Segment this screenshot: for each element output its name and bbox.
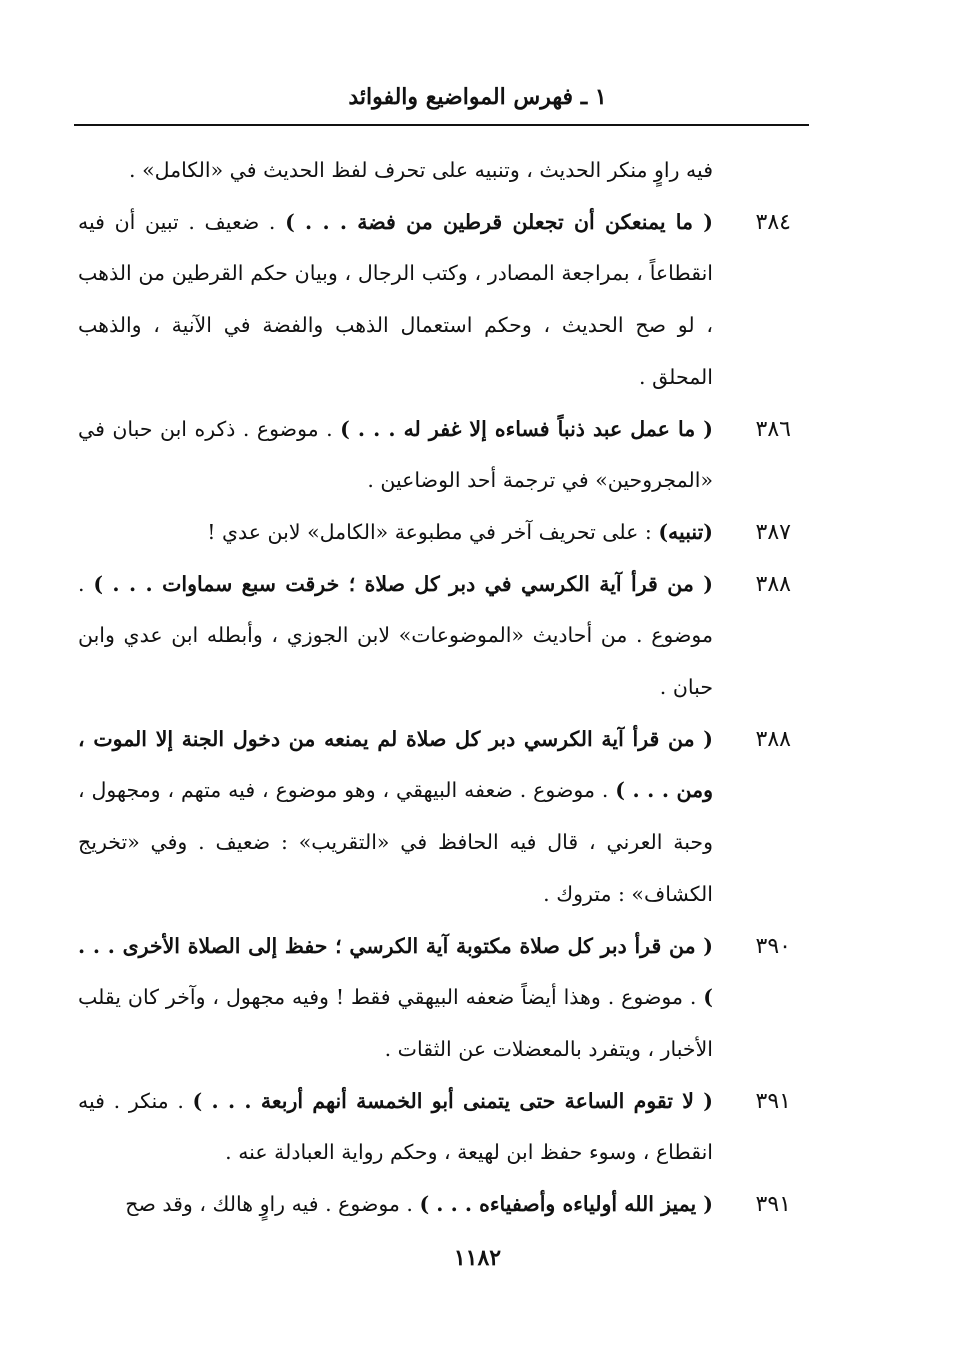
entry-title: ( من قرأ آية الكرسي دبر كل صلاة لم يمنعه من دخول الجنة إلا الموت ، ومن . . . ) (78, 726, 713, 803)
entry-text: . موضوع . ضعفه البيهقي ، وهو موضوع ، فيه متهم ، ومجهول ، وحبة العرني ، قال فيه الحافظ في «التقريب» : ضعيف . وفي «تخريج الكشاف» : متروك . (78, 778, 713, 906)
index-entry (78, 145, 803, 197)
entry-number: ٣٨٧ (755, 519, 791, 545)
entry-number: ٣٨٨ (755, 726, 791, 752)
header-divider (74, 124, 809, 126)
page-number: ١١٨٢ (453, 1245, 502, 1271)
index-entry (78, 559, 803, 714)
entry-text: . موضوع . فيه راوٍ هالك ، وقد صح (125, 1192, 420, 1217)
entry-title: ( لا تقوم الساعة حتى يتمنى أبو الخمسة أنهم أربعة . . . ) (192, 1088, 713, 1113)
entry-title: ( من قرأ آية الكرسي في دبر كل صلاة ؛ خرقت سبع سماوات . . . ) (93, 571, 713, 596)
index-entry (78, 714, 803, 921)
entry-text: . ضعيف . تبين أن فيه انقطاعاً ، بمراجعة المصادر ، وكتب الرجال ، وبيان حكم القرطين من الذهب ، لو صح الحديث ، وحكم استعمال الذهب والفضة في الآنية ، والذهب المحلق . (78, 209, 713, 389)
index-entry (78, 404, 803, 507)
entry-number: ٣٨٤ (755, 209, 791, 235)
entry-number: ٣٩١ (755, 1192, 791, 1218)
index-entry (78, 507, 803, 559)
entry-number: ٣٩١ (755, 1088, 791, 1114)
entry-text: : على تحريف آخر في مطبوعة «الكامل» لابن عدي ! (207, 519, 659, 544)
entry-number: ٣٨٨ (755, 571, 791, 597)
entry-title: ( يميز الله أولياءه وأصفياءه . . . ) (419, 1192, 713, 1217)
entry-number: ٣٩٠ (755, 933, 791, 959)
index-entry (78, 921, 803, 1076)
entry-title: ( من قرأ دبر كل صلاة مكتوبة آية الكرسي ؛ حفظ إلى الصلاة الأخرى . . . ) (78, 933, 713, 1010)
entry-text: فيه راوٍ منكر الحديث ، وتنبيه على تحرف لفظ الحديث في «الكامل» . (129, 158, 713, 182)
entry-text: . موضوع . من أحاديث «الموضوعات» لابن الجوزي ، وأبطله ابن عدي وابن حبان . (78, 571, 713, 700)
index-entry (78, 197, 803, 404)
entry-number: ٣٨٦ (755, 416, 791, 442)
entry-text: . منكر . فيه انقطاع ، وسوء حفظ ابن لهيعة ، وحكم رواية العبادلة عنه . (78, 1088, 713, 1165)
entry-title: (تنبيه) (658, 519, 713, 544)
index-body (78, 145, 803, 1231)
entry-title: ( ما عمل عبد ذنباً فساءه إلا غفر له . . . ) (340, 416, 713, 441)
entry-text: . موضوع . ذكره ابن حبان في «المجروحين» في ترجمة أحد الوضاعين . (78, 416, 713, 493)
index-entry (78, 1179, 803, 1231)
index-entry (78, 1076, 803, 1179)
entry-title: ( ما يمنعكن أن تجعلن قرطين من فضة . . . ) (285, 209, 713, 234)
entry-text: . موضوع . وهذا أيضاً ضعفه البيهقي فقط ! وفيه مجهول ، وآخر كان يقلب الأخبار ، ويتفرد بالمعضلات عن الثقات . (78, 985, 713, 1061)
page-title: ١ ـ فهرس المواضيع والفوائد (348, 84, 607, 110)
